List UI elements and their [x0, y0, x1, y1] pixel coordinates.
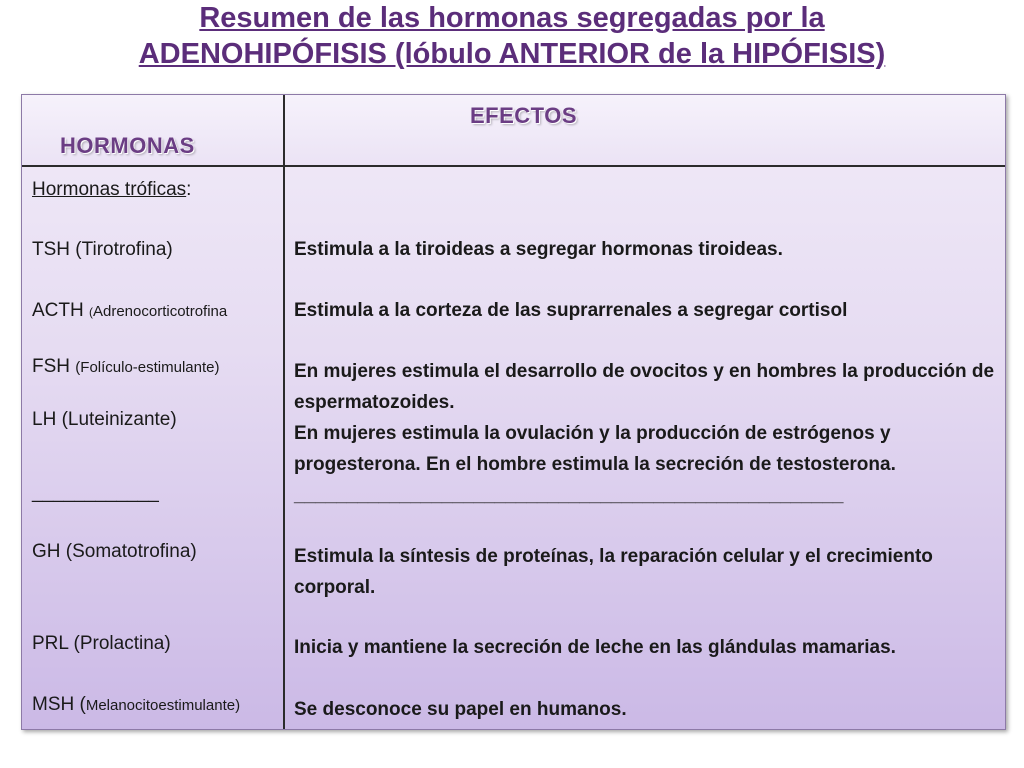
efecto-fsh: En mujeres estimula el desarrollo de ovocitos y en hombres la producción de espermatozoides. [294, 361, 995, 413]
hormone-prl: PRL (Prolactina) [32, 633, 171, 654]
header-efectos: EFECTOS [470, 103, 578, 128]
header-hormonas: HORMONAS [60, 133, 195, 158]
hormonas-separator: ____________ [32, 482, 159, 503]
hormone-gh: GH (Somatotrofina) [32, 541, 197, 562]
hormone-lh: LH (Luteinizante) [32, 409, 177, 430]
efecto-acth: Estimula a la corteza de las suprarrenales a segregar cortisol [294, 300, 848, 321]
title-line-2: ADENOHIPÓFISIS (lóbulo ANTERIOR de la HIPÓFISIS) [138, 38, 886, 70]
efecto-prl: Inicia y mantiene la secreción de leche en las glándulas mamarias. [294, 637, 896, 658]
hormonas-troficas-label: Hormonas tróficas: [32, 179, 192, 200]
efecto-tsh: Estimula a la tiroideas a segregar hormonas tiroideas. [294, 239, 783, 260]
page-title [0, 0, 1024, 72]
efecto-gh: Estimula la síntesis de proteínas, la reparación celular y el crecimiento corporal. [294, 546, 933, 598]
hormone-tsh: TSH (Tirotrofina) [32, 239, 173, 260]
hormone-table [21, 94, 1006, 730]
table-header-row [22, 95, 1005, 167]
efecto-lh: En mujeres estimula la ovulación y la producción de estrógenos y progesterona. En el hombre estimula la secreción de testosterona. [294, 423, 896, 475]
column-divider [283, 95, 285, 729]
hormone-msh: MSH (Melanocitoestimulante) [32, 694, 241, 715]
hormone-acth: ACTH (Adrenocorticotrofina [32, 300, 228, 321]
efectos-separator: ____________________________________________________ [294, 485, 844, 506]
efecto-msh: Se desconoce su papel en humanos. [294, 699, 627, 720]
hormone-fsh: FSH (Folículo-estimulante) [32, 356, 220, 377]
title-line-1: Resumen de las hormonas segregadas por la [199, 2, 825, 34]
